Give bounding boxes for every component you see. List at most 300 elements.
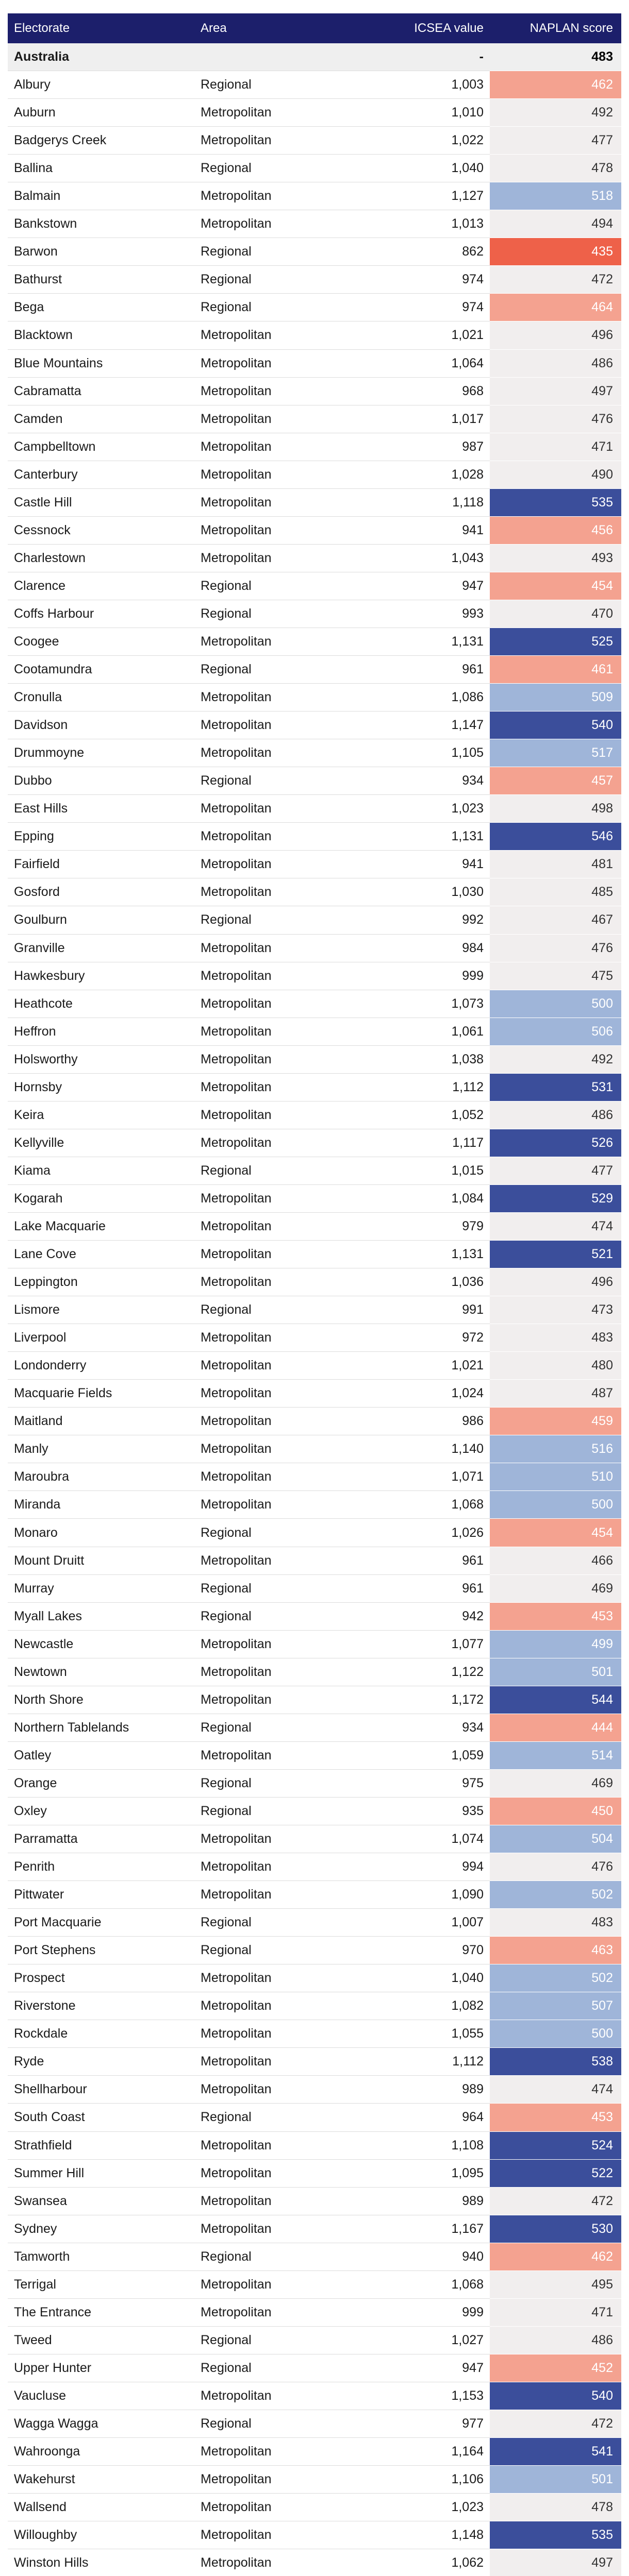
cell-electorate: Heathcote bbox=[8, 990, 194, 1018]
cell-electorate: South Coast bbox=[8, 2104, 194, 2131]
table-row bbox=[8, 851, 621, 878]
cell-icsea: 1,167 bbox=[380, 2215, 490, 2243]
cell-naplan: 501 bbox=[490, 1658, 621, 1686]
header-icsea[interactable]: ICSEA value bbox=[380, 13, 490, 43]
table-row bbox=[8, 2243, 621, 2270]
cell-electorate: Winston Hills bbox=[8, 2549, 194, 2576]
cell-icsea: 1,086 bbox=[380, 684, 490, 711]
cell-naplan: 472 bbox=[490, 266, 621, 294]
cell-area: Regional bbox=[194, 1797, 380, 1825]
cell-electorate: Lake Macquarie bbox=[8, 1212, 194, 1240]
cell-icsea: 1,073 bbox=[380, 990, 490, 1018]
table-row bbox=[8, 1463, 621, 1491]
cell-naplan: 486 bbox=[490, 349, 621, 377]
cell-naplan: 531 bbox=[490, 1073, 621, 1101]
table-row bbox=[8, 1212, 621, 1240]
cell-electorate: Albury bbox=[8, 71, 194, 99]
cell-icsea: 1,164 bbox=[380, 2438, 490, 2466]
cell-naplan: 506 bbox=[490, 1018, 621, 1045]
cell-area: Metropolitan bbox=[194, 2466, 380, 2494]
table-row bbox=[8, 1797, 621, 1825]
cell-icsea: 984 bbox=[380, 934, 490, 962]
cell-electorate: Ryde bbox=[8, 2048, 194, 2076]
cell-naplan: 535 bbox=[490, 2521, 621, 2549]
table-row bbox=[8, 2410, 621, 2437]
cell-area: Metropolitan bbox=[194, 934, 380, 962]
cell-area: Metropolitan bbox=[194, 2076, 380, 2104]
cell-icsea: 1,106 bbox=[380, 2466, 490, 2494]
table-row bbox=[8, 1045, 621, 1073]
cell-electorate: Cronulla bbox=[8, 684, 194, 711]
cell-electorate: Dubbo bbox=[8, 767, 194, 795]
cell-naplan: 540 bbox=[490, 711, 621, 739]
cell-area: Metropolitan bbox=[194, 349, 380, 377]
cell-area: Metropolitan bbox=[194, 851, 380, 878]
table-row bbox=[8, 1547, 621, 1574]
cell-area: Metropolitan bbox=[194, 405, 380, 433]
table-row bbox=[8, 1909, 621, 1937]
cell-icsea: 1,010 bbox=[380, 99, 490, 127]
cell-area: Metropolitan bbox=[194, 377, 380, 405]
cell-area: Metropolitan bbox=[194, 433, 380, 461]
cell-area: Metropolitan bbox=[194, 210, 380, 238]
cell-icsea: 1,131 bbox=[380, 823, 490, 851]
cell-area: Regional bbox=[194, 572, 380, 600]
cell-electorate: Gosford bbox=[8, 878, 194, 906]
cell-electorate: Terrigal bbox=[8, 2270, 194, 2298]
cell-area: Regional bbox=[194, 600, 380, 628]
cell-area: Regional bbox=[194, 266, 380, 294]
table-row bbox=[8, 656, 621, 684]
cell-area: Metropolitan bbox=[194, 516, 380, 544]
cell-area: Metropolitan bbox=[194, 1324, 380, 1352]
table-row bbox=[8, 377, 621, 405]
cell-area: Metropolitan bbox=[194, 1045, 380, 1073]
cell-electorate: Parramatta bbox=[8, 1825, 194, 1853]
cell-naplan: 502 bbox=[490, 1964, 621, 1992]
cell-icsea: 1,077 bbox=[380, 1630, 490, 1658]
cell-electorate: Sydney bbox=[8, 2215, 194, 2243]
cell-electorate: Port Macquarie bbox=[8, 1909, 194, 1937]
cell-icsea: 1,140 bbox=[380, 1435, 490, 1463]
cell-naplan: 466 bbox=[490, 1547, 621, 1574]
cell-area: Metropolitan bbox=[194, 99, 380, 127]
cell-area: Metropolitan bbox=[194, 1184, 380, 1212]
cell-naplan: 504 bbox=[490, 1825, 621, 1853]
cell-area: Metropolitan bbox=[194, 2020, 380, 2048]
header-naplan[interactable]: NAPLAN score bbox=[490, 13, 621, 43]
cell-naplan: 452 bbox=[490, 2354, 621, 2382]
table-row bbox=[8, 1241, 621, 1268]
table-row bbox=[8, 1380, 621, 1408]
cell-electorate: Coogee bbox=[8, 628, 194, 655]
cell-area: Regional bbox=[194, 2354, 380, 2382]
cell-icsea: 947 bbox=[380, 572, 490, 600]
cell-electorate: Shellharbour bbox=[8, 2076, 194, 2104]
cell-area: Regional bbox=[194, 238, 380, 266]
cell-electorate: Oatley bbox=[8, 1741, 194, 1769]
cell-icsea: 1,131 bbox=[380, 628, 490, 655]
cell-electorate: Manly bbox=[8, 1435, 194, 1463]
cell-naplan: 453 bbox=[490, 1602, 621, 1630]
table-row bbox=[8, 1825, 621, 1853]
table-row bbox=[8, 127, 621, 155]
cell-naplan: 544 bbox=[490, 1686, 621, 1714]
cell-naplan: 463 bbox=[490, 1937, 621, 1964]
cell-icsea: 1,022 bbox=[380, 127, 490, 155]
cell-electorate: Goulburn bbox=[8, 906, 194, 934]
cell-icsea: 961 bbox=[380, 656, 490, 684]
cell-electorate: Macquarie Fields bbox=[8, 1380, 194, 1408]
table-row bbox=[8, 1435, 621, 1463]
cell-naplan: 499 bbox=[490, 1630, 621, 1658]
cell-icsea: 989 bbox=[380, 2187, 490, 2215]
cell-area: Regional bbox=[194, 1714, 380, 1741]
table-row bbox=[8, 1408, 621, 1435]
table-row bbox=[8, 71, 621, 99]
total-area bbox=[194, 43, 380, 71]
table-row bbox=[8, 990, 621, 1018]
table-row bbox=[8, 1741, 621, 1769]
cell-area: Metropolitan bbox=[194, 1853, 380, 1881]
cell-naplan: 435 bbox=[490, 238, 621, 266]
cell-electorate: Northern Tablelands bbox=[8, 1714, 194, 1741]
cell-naplan: 467 bbox=[490, 906, 621, 934]
cell-naplan: 529 bbox=[490, 1184, 621, 1212]
cell-icsea: 1,172 bbox=[380, 1686, 490, 1714]
cell-icsea: 1,055 bbox=[380, 2020, 490, 2048]
cell-area: Metropolitan bbox=[194, 1212, 380, 1240]
cell-icsea: 1,017 bbox=[380, 405, 490, 433]
cell-electorate: Kogarah bbox=[8, 1184, 194, 1212]
cell-area: Metropolitan bbox=[194, 628, 380, 655]
table-row bbox=[8, 294, 621, 321]
cell-naplan: 517 bbox=[490, 739, 621, 767]
cell-icsea: 987 bbox=[380, 433, 490, 461]
cell-electorate: Holsworthy bbox=[8, 1045, 194, 1073]
table-row bbox=[8, 2382, 621, 2410]
cell-icsea: 1,062 bbox=[380, 2549, 490, 2576]
cell-naplan: 493 bbox=[490, 544, 621, 572]
cell-electorate: Bega bbox=[8, 294, 194, 321]
cell-naplan: 477 bbox=[490, 1157, 621, 1184]
cell-electorate: Newcastle bbox=[8, 1630, 194, 1658]
table-row bbox=[8, 2048, 621, 2076]
cell-area: Metropolitan bbox=[194, 1741, 380, 1769]
table-row bbox=[8, 2187, 621, 2215]
cell-area: Metropolitan bbox=[194, 488, 380, 516]
cell-electorate: Bathurst bbox=[8, 266, 194, 294]
cell-area: Regional bbox=[194, 1602, 380, 1630]
cell-naplan: 461 bbox=[490, 656, 621, 684]
header-area[interactable]: Area bbox=[194, 13, 380, 43]
cell-naplan: 507 bbox=[490, 1992, 621, 2020]
cell-area: Metropolitan bbox=[194, 1073, 380, 1101]
cell-naplan: 444 bbox=[490, 1714, 621, 1741]
cell-icsea: 1,028 bbox=[380, 461, 490, 488]
cell-icsea: 1,122 bbox=[380, 1658, 490, 1686]
table-row bbox=[8, 155, 621, 182]
table-row bbox=[8, 544, 621, 572]
cell-electorate: Londonderry bbox=[8, 1352, 194, 1380]
cell-electorate: Balmain bbox=[8, 182, 194, 210]
table-row bbox=[8, 2159, 621, 2187]
cell-electorate: Prospect bbox=[8, 1964, 194, 1992]
cell-icsea: 1,021 bbox=[380, 321, 490, 349]
table-row bbox=[8, 2466, 621, 2494]
cell-naplan: 514 bbox=[490, 1741, 621, 1769]
cell-icsea: 999 bbox=[380, 962, 490, 990]
table-row bbox=[8, 1630, 621, 1658]
cell-icsea: 935 bbox=[380, 1797, 490, 1825]
cell-electorate: Blue Mountains bbox=[8, 349, 194, 377]
cell-icsea: 862 bbox=[380, 238, 490, 266]
cell-electorate: Newtown bbox=[8, 1658, 194, 1686]
cell-naplan: 471 bbox=[490, 433, 621, 461]
cell-naplan: 457 bbox=[490, 767, 621, 795]
cell-icsea: 1,036 bbox=[380, 1268, 490, 1296]
cell-area: Metropolitan bbox=[194, 2131, 380, 2159]
cell-naplan: 454 bbox=[490, 572, 621, 600]
table-row bbox=[8, 99, 621, 127]
cell-area: Metropolitan bbox=[194, 2215, 380, 2243]
cell-area: Metropolitan bbox=[194, 1881, 380, 1909]
cell-naplan: 476 bbox=[490, 405, 621, 433]
table-row bbox=[8, 684, 621, 711]
table-header-row bbox=[8, 13, 621, 43]
cell-icsea: 1,027 bbox=[380, 2326, 490, 2354]
cell-naplan: 470 bbox=[490, 600, 621, 628]
cell-naplan: 490 bbox=[490, 461, 621, 488]
cell-area: Metropolitan bbox=[194, 795, 380, 823]
table-row bbox=[8, 1881, 621, 1909]
cell-icsea: 1,026 bbox=[380, 1519, 490, 1547]
cell-icsea: 1,007 bbox=[380, 1909, 490, 1937]
table-row bbox=[8, 1073, 621, 1101]
cell-area: Metropolitan bbox=[194, 1268, 380, 1296]
table-row bbox=[8, 962, 621, 990]
cell-icsea: 1,147 bbox=[380, 711, 490, 739]
cell-icsea: 1,112 bbox=[380, 1073, 490, 1101]
cell-icsea: 1,068 bbox=[380, 2270, 490, 2298]
cell-area: Metropolitan bbox=[194, 1241, 380, 1268]
cell-electorate: Davidson bbox=[8, 711, 194, 739]
cell-electorate: Castle Hill bbox=[8, 488, 194, 516]
table-row bbox=[8, 1686, 621, 1714]
cell-icsea: 993 bbox=[380, 600, 490, 628]
table-row bbox=[8, 2326, 621, 2354]
table-row bbox=[8, 1769, 621, 1797]
table-row bbox=[8, 1519, 621, 1547]
cell-naplan: 478 bbox=[490, 2494, 621, 2521]
cell-icsea: 1,064 bbox=[380, 349, 490, 377]
table-row bbox=[8, 2215, 621, 2243]
cell-icsea: 1,127 bbox=[380, 182, 490, 210]
table-row bbox=[8, 238, 621, 266]
cell-naplan: 459 bbox=[490, 1408, 621, 1435]
cell-electorate: Lane Cove bbox=[8, 1241, 194, 1268]
cell-naplan: 464 bbox=[490, 294, 621, 321]
table-row bbox=[8, 349, 621, 377]
cell-area: Metropolitan bbox=[194, 1630, 380, 1658]
table-row bbox=[8, 795, 621, 823]
table-row bbox=[8, 1018, 621, 1045]
cell-electorate: The Entrance bbox=[8, 2298, 194, 2326]
table-row bbox=[8, 1184, 621, 1212]
table-row bbox=[8, 488, 621, 516]
cell-naplan: 471 bbox=[490, 2298, 621, 2326]
cell-icsea: 974 bbox=[380, 266, 490, 294]
table-row bbox=[8, 2298, 621, 2326]
cell-area: Metropolitan bbox=[194, 2521, 380, 2549]
table-row bbox=[8, 1296, 621, 1324]
table-row bbox=[8, 182, 621, 210]
total-icsea: - bbox=[380, 43, 490, 71]
cell-naplan: 497 bbox=[490, 2549, 621, 2576]
cell-icsea: 999 bbox=[380, 2298, 490, 2326]
cell-icsea: 1,038 bbox=[380, 1045, 490, 1073]
cell-electorate: East Hills bbox=[8, 795, 194, 823]
table-row bbox=[8, 2521, 621, 2549]
cell-icsea: 1,003 bbox=[380, 71, 490, 99]
cell-electorate: Maitland bbox=[8, 1408, 194, 1435]
cell-naplan: 492 bbox=[490, 1045, 621, 1073]
cell-icsea: 1,061 bbox=[380, 1018, 490, 1045]
table-row bbox=[8, 934, 621, 962]
cell-electorate: Murray bbox=[8, 1574, 194, 1602]
cell-icsea: 975 bbox=[380, 1769, 490, 1797]
cell-icsea: 994 bbox=[380, 1853, 490, 1881]
cell-electorate: Hornsby bbox=[8, 1073, 194, 1101]
cell-area: Regional bbox=[194, 294, 380, 321]
cell-icsea: 986 bbox=[380, 1408, 490, 1435]
cell-icsea: 947 bbox=[380, 2354, 490, 2382]
table-row bbox=[8, 1324, 621, 1352]
cell-area: Regional bbox=[194, 155, 380, 182]
table-row bbox=[8, 321, 621, 349]
table-row bbox=[8, 1129, 621, 1157]
cell-icsea: 1,015 bbox=[380, 1157, 490, 1184]
cell-electorate: Penrith bbox=[8, 1853, 194, 1881]
table-row bbox=[8, 628, 621, 655]
cell-naplan: 501 bbox=[490, 2466, 621, 2494]
cell-naplan: 472 bbox=[490, 2187, 621, 2215]
cell-naplan: 477 bbox=[490, 127, 621, 155]
cell-icsea: 1,059 bbox=[380, 1741, 490, 1769]
cell-area: Metropolitan bbox=[194, 2048, 380, 2076]
naplan-table bbox=[8, 13, 621, 2576]
cell-area: Regional bbox=[194, 767, 380, 795]
cell-area: Metropolitan bbox=[194, 2298, 380, 2326]
cell-electorate: Badgerys Creek bbox=[8, 127, 194, 155]
cell-naplan: 483 bbox=[490, 1909, 621, 1937]
cell-area: Regional bbox=[194, 1937, 380, 1964]
cell-naplan: 540 bbox=[490, 2382, 621, 2410]
cell-icsea: 974 bbox=[380, 294, 490, 321]
table-row bbox=[8, 878, 621, 906]
cell-icsea: 1,024 bbox=[380, 1380, 490, 1408]
table-row bbox=[8, 1964, 621, 1992]
cell-naplan: 497 bbox=[490, 377, 621, 405]
cell-electorate: Myall Lakes bbox=[8, 1602, 194, 1630]
cell-area: Metropolitan bbox=[194, 823, 380, 851]
table-row bbox=[8, 1268, 621, 1296]
cell-electorate: Hawkesbury bbox=[8, 962, 194, 990]
cell-electorate: Kiama bbox=[8, 1157, 194, 1184]
cell-icsea: 1,030 bbox=[380, 878, 490, 906]
cell-area: Regional bbox=[194, 2410, 380, 2437]
table-row bbox=[8, 1937, 621, 1964]
table-row bbox=[8, 2020, 621, 2048]
cell-electorate: Barwon bbox=[8, 238, 194, 266]
cell-icsea: 1,040 bbox=[380, 155, 490, 182]
cell-area: Metropolitan bbox=[194, 2382, 380, 2410]
cell-area: Metropolitan bbox=[194, 2494, 380, 2521]
cell-icsea: 1,153 bbox=[380, 2382, 490, 2410]
cell-area: Regional bbox=[194, 71, 380, 99]
cell-electorate: Willoughby bbox=[8, 2521, 194, 2549]
cell-electorate: Riverstone bbox=[8, 1992, 194, 2020]
cell-naplan: 480 bbox=[490, 1352, 621, 1380]
cell-naplan: 478 bbox=[490, 155, 621, 182]
cell-icsea: 961 bbox=[380, 1574, 490, 1602]
cell-icsea: 992 bbox=[380, 906, 490, 934]
cell-area: Metropolitan bbox=[194, 2187, 380, 2215]
table-row bbox=[8, 1491, 621, 1519]
cell-naplan: 486 bbox=[490, 1101, 621, 1129]
cell-icsea: 1,068 bbox=[380, 1491, 490, 1519]
cell-electorate: Wallsend bbox=[8, 2494, 194, 2521]
cell-electorate: Bankstown bbox=[8, 210, 194, 238]
cell-naplan: 476 bbox=[490, 934, 621, 962]
table-row bbox=[8, 2131, 621, 2159]
cell-naplan: 476 bbox=[490, 1853, 621, 1881]
cell-icsea: 979 bbox=[380, 1212, 490, 1240]
cell-electorate: Epping bbox=[8, 823, 194, 851]
cell-naplan: 546 bbox=[490, 823, 621, 851]
cell-area: Metropolitan bbox=[194, 739, 380, 767]
table-row bbox=[8, 1352, 621, 1380]
cell-icsea: 970 bbox=[380, 1937, 490, 1964]
cell-electorate: Oxley bbox=[8, 1797, 194, 1825]
table-row bbox=[8, 2104, 621, 2131]
cell-area: Metropolitan bbox=[194, 962, 380, 990]
cell-naplan: 474 bbox=[490, 2076, 621, 2104]
cell-naplan: 486 bbox=[490, 2326, 621, 2354]
cell-electorate: Campbelltown bbox=[8, 433, 194, 461]
cell-electorate: Vaucluse bbox=[8, 2382, 194, 2410]
cell-icsea: 942 bbox=[380, 1602, 490, 1630]
cell-icsea: 1,095 bbox=[380, 2159, 490, 2187]
cell-icsea: 1,105 bbox=[380, 739, 490, 767]
cell-area: Metropolitan bbox=[194, 1491, 380, 1519]
cell-electorate: Clarence bbox=[8, 572, 194, 600]
cell-electorate: Blacktown bbox=[8, 321, 194, 349]
cell-icsea: 1,023 bbox=[380, 2494, 490, 2521]
table-row bbox=[8, 1101, 621, 1129]
header-electorate[interactable]: Electorate bbox=[8, 13, 194, 43]
cell-electorate: North Shore bbox=[8, 1686, 194, 1714]
cell-electorate: Rockdale bbox=[8, 2020, 194, 2048]
cell-naplan: 524 bbox=[490, 2131, 621, 2159]
cell-naplan: 516 bbox=[490, 1435, 621, 1463]
cell-electorate: Maroubra bbox=[8, 1463, 194, 1491]
cell-icsea: 1,108 bbox=[380, 2131, 490, 2159]
cell-electorate: Wahroonga bbox=[8, 2438, 194, 2466]
cell-icsea: 968 bbox=[380, 377, 490, 405]
cell-naplan: 462 bbox=[490, 2243, 621, 2270]
cell-area: Regional bbox=[194, 2326, 380, 2354]
